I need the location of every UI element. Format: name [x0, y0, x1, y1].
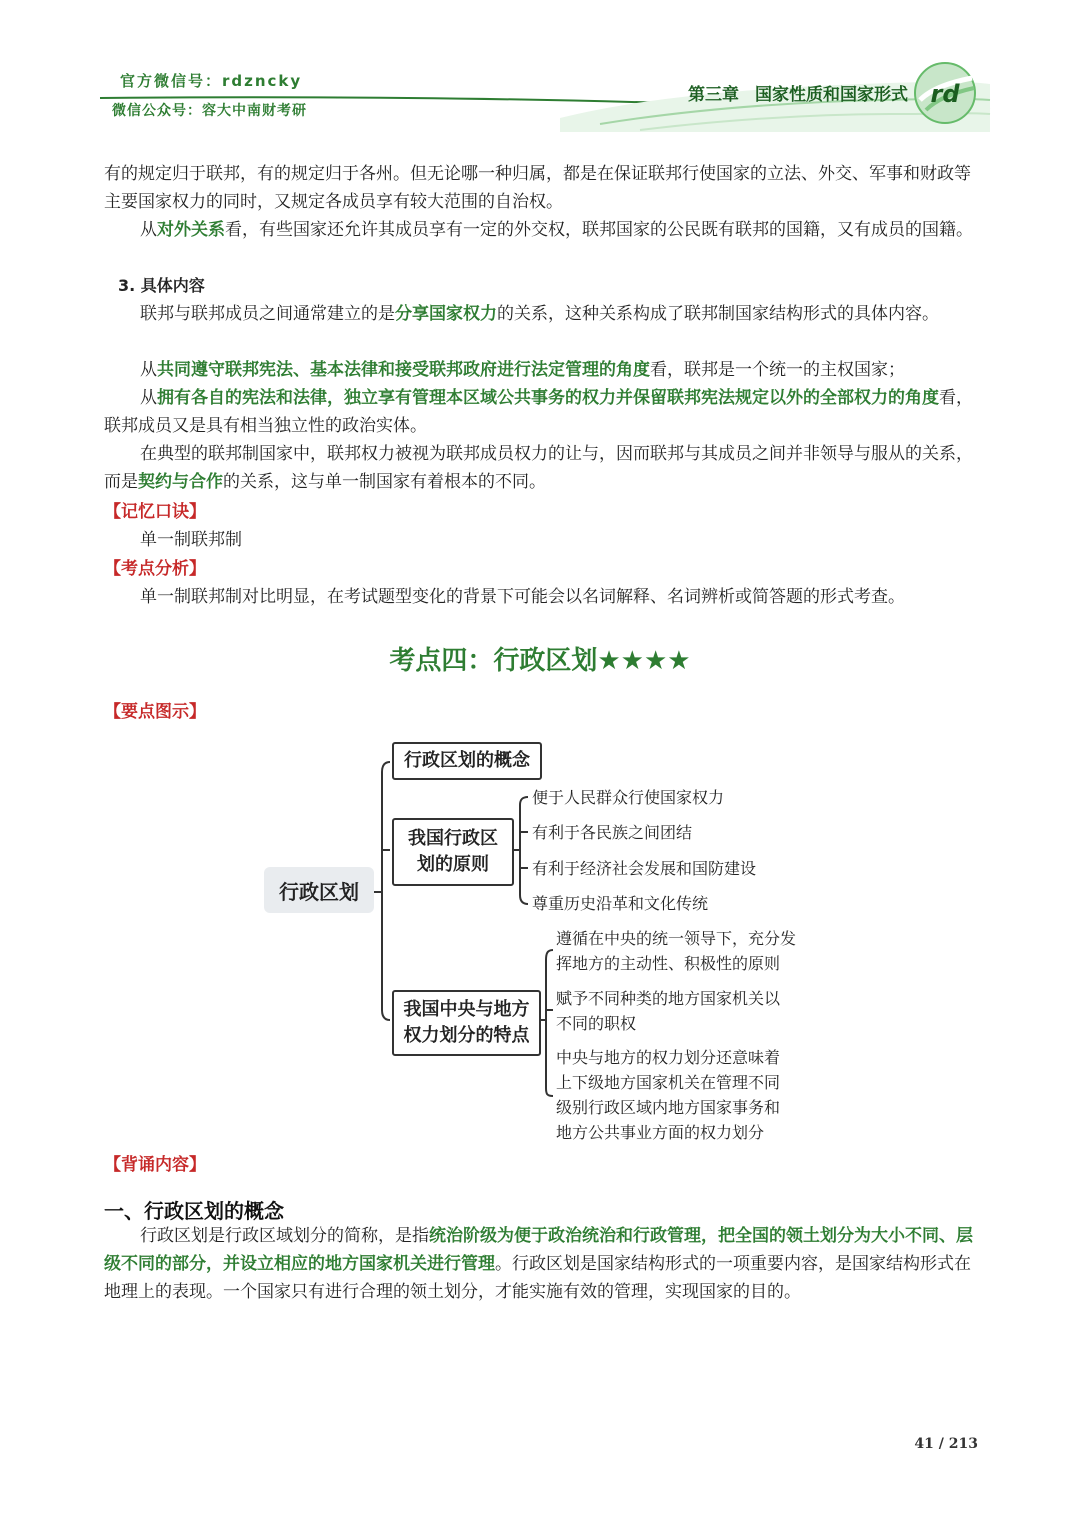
diagram-label-text: 【要点图示】	[104, 702, 206, 722]
power-feature-leaf	[556, 986, 780, 1036]
analysis-label-text: 【考点分析】	[104, 559, 206, 579]
power-feature-leaf	[556, 1045, 780, 1145]
text: 看，有些国家还允许其成员享有一定的外交权，联邦国家的公民既有联邦的国籍，又有成员的国籍。	[225, 220, 973, 240]
text: 。行政区划是国家结构形式的一项重要内容，是国家结构形式在地理上的表现。一个国家只有进行合理的领土划分，才能实施有效的管理，实现国家的目的。	[104, 1254, 971, 1302]
analysis-text: 单一制联邦制对比明显，在考试题型变化的背景下可能会以名词解释、名词辨析或简答题的形式考查。	[140, 587, 905, 607]
section-title-admin-division: 考点四：行政区划★★★★	[389, 646, 691, 676]
highlight-text: 拥有各自的宪法和法律，独立享有管理本区域公共事务的权力并保留联邦宪法规定以外的全部权力的角度	[157, 388, 939, 408]
section-heading-concept: 一、行政区划的概念	[104, 1199, 284, 1223]
text: 看，联邦是一个统一的主权国家；	[650, 360, 905, 380]
leaf-line: 赋予不同种类的地方国家机关以	[556, 989, 781, 1008]
highlight-text: 统治阶级为便于政治统治和行政管理，把全国的领土划分为大小不同、层级不同的部分，并设立相应的地方国家机关进行管理	[104, 1226, 973, 1274]
mindmap-root: 行政区划	[264, 867, 374, 913]
svg-text:rd: rd	[930, 80, 960, 108]
subheading-specific-content	[118, 272, 992, 300]
mindmap-branch-concept: 行政区划的概念	[392, 742, 542, 780]
leaf-line: 级别行政区域内地方国家事务和	[556, 1098, 781, 1117]
principle-leaf: 便于人民群众行使国家权力	[532, 788, 725, 807]
recite-label	[104, 1151, 978, 1179]
memory-text: 单一制联邦制	[140, 530, 242, 550]
chapter-title	[688, 80, 908, 105]
text: 的关系，这种关系构成了联邦制国家结构形式的具体内容。	[497, 304, 939, 324]
leaf-line: 不同的职权	[556, 1014, 637, 1033]
text: 行政区划是行政区域划分的简称，是指	[140, 1226, 429, 1246]
highlight-text: 对外关系	[157, 220, 225, 240]
highlight-text: 分享国家权力	[395, 304, 497, 324]
text: 的关系，这与单一制国家有着根本的不同。	[223, 472, 546, 492]
text: 从	[140, 388, 157, 408]
branch-line: 我国行政区	[408, 828, 498, 849]
principle-leaf: 尊重历史沿革和文化传统	[532, 894, 709, 913]
branch-line: 划的原则	[417, 854, 489, 875]
memory-label-text: 【记忆口诀】	[104, 502, 206, 522]
text: 从	[140, 220, 157, 240]
leaf-line: 中央与地方的权力划分还意味着	[556, 1048, 781, 1067]
wechat-id: 官方微信号：rdzncky	[120, 72, 303, 90]
leaf-line: 挥地方的主动性、积极性的原则	[556, 954, 781, 973]
principle-leaf: 有利于经济社会发展和国防建设	[532, 859, 757, 878]
highlight-text: 共同遵守联邦宪法、基本法律和接受联邦政府进行法定管理的角度	[157, 360, 650, 380]
highlight-text: 契约与合作	[138, 472, 223, 492]
principle-leaf: 有利于各民族之间团结	[532, 823, 693, 842]
memory-label	[104, 498, 978, 526]
recite-label-text: 【背诵内容】	[104, 1155, 206, 1175]
publisher-logo-icon	[912, 60, 978, 126]
paragraph-admin-division-definition	[104, 1222, 978, 1306]
paragraph-shared-power	[104, 300, 978, 328]
analysis-label	[104, 555, 978, 583]
power-feature-leaf	[556, 926, 796, 976]
paragraph-autonomy: 有的规定归于联邦，有的规定归于各州。但无论哪一种归属，都是在保证联邦行使国家的立法、外交、军事和财政等主要国家权力的同时，又规定各成员享有较大范围的自治权。	[104, 164, 971, 212]
branch-line: 我国中央与地方	[403, 999, 530, 1020]
paragraph-contract-cooperation	[104, 440, 978, 496]
wechat-public-account: 微信公众号：容大中南财考研	[112, 103, 307, 119]
leaf-line: 上下级地方国家机关在管理不同	[556, 1073, 781, 1092]
page-number: 41 / 213	[914, 1436, 978, 1452]
chapter-number: 第三章	[688, 85, 739, 105]
subheading: 3. 具体内容	[118, 276, 205, 295]
text: 看，联邦成员又是具有相当独立性的政治实体。	[104, 388, 973, 436]
text: 联邦与联邦成员之间通常建立的是	[140, 304, 395, 324]
chapter-name: 国家性质和国家形式	[755, 85, 908, 105]
mindmap-branch-principles	[392, 818, 514, 886]
paragraph-foreign-relations	[104, 216, 978, 244]
leaf-line: 遵循在中央的统一领导下，充分发	[556, 929, 797, 948]
mindmap-branch-power-division	[392, 990, 541, 1056]
text: 从	[140, 360, 157, 380]
diagram-label	[104, 698, 978, 726]
paragraph-political-entity	[104, 384, 978, 440]
paragraph-sovereign-state	[104, 356, 978, 384]
page-header	[0, 0, 1080, 140]
text: 在典型的联邦制国家中，联邦权力被视为联邦成员权力的让与，因而联邦与其成员之间并非领导与服从的关系，而是	[104, 444, 973, 492]
branch-line: 权力划分的特点	[403, 1025, 530, 1046]
leaf-line: 地方公共事业方面的权力划分	[556, 1123, 765, 1142]
